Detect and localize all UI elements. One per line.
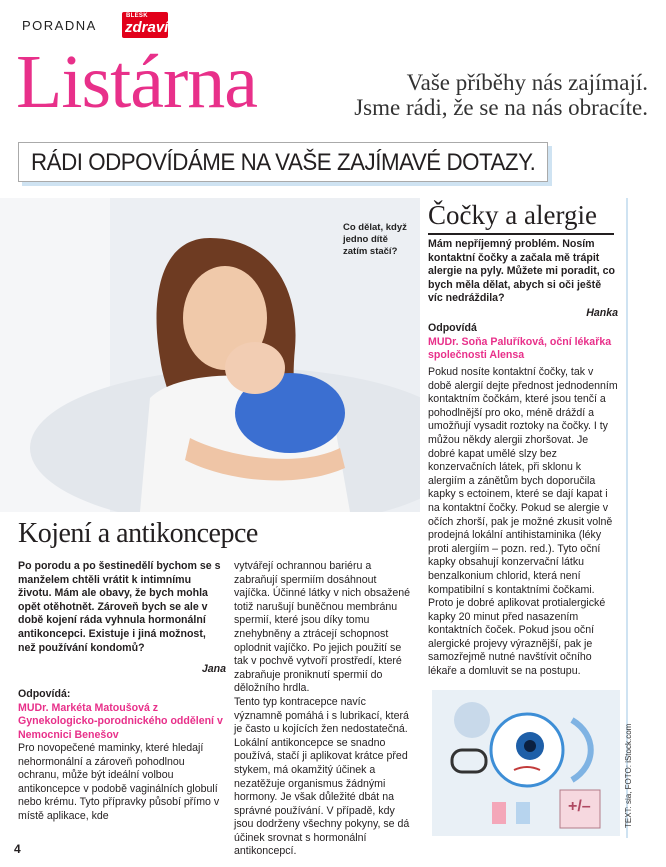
left-body-text-2: vytvářejí ochrannou bariéru a zabraňují spermiím dosáhnout vajíčka. Účinné látky v nich obsažené totiž narušují buněčnou membránu spermií, které jsou díky tomu znehybněny a ztrácejí schopnost oplodnit vajíčko. Po jejich použití se tak v pochvě vytvoří prostředí, které zabraňuje proniknutí spermií do děložního hrdla. — [234, 560, 411, 695]
left-answer-block — [18, 688, 226, 742]
blesk-zdravi-logo — [122, 12, 168, 38]
page-title: Listárna — [16, 40, 258, 124]
eye-character-icon — [432, 690, 620, 836]
left-body-column-2 — [234, 560, 414, 859]
left-body-text-3: Tento typ kontracepce navíc významně pomáhá i s lubrikací, která je často u kojících žen nedostatečná. Lokální antikoncepce se snadno používá, stačí ji aplikovat krátce před stykem, má okamžitý účinek a nezatěžuje organismus žádnými hormony. Je však důležité dbát na správné používání. V případě, kdy jsou dodrženy všechny pokyny, se dá účinek srovnat s hormonální antikoncepcí. — [234, 695, 410, 858]
left-signature: Jana — [201, 663, 226, 675]
right-answer-label: Odpovídá — [428, 322, 477, 334]
credit-block — [624, 700, 638, 828]
right-question: Mám nepříjemný problém. Nosím kontaktní čočky a začala mě trápit alergie na pyly. Můžete mi poradit, co bych měla dělat, abych si oči ještě víc nedráždila? — [428, 238, 616, 305]
logo-top-text: BLESK — [126, 13, 148, 19]
right-signature: Hanka — [586, 307, 618, 319]
subtitle-line-1: Vaše příběhy nás zajímají. — [406, 70, 648, 95]
right-doctor-name: MUDr. Soňa Paluříková, oční lékařka společnosti Alensa — [428, 335, 612, 362]
left-answer-label: Odpovídá: — [18, 688, 71, 700]
left-body-text-1: Pro novopečené maminky, které hledají nehormonální a zároveň pohodlnou ochranu, může být ideální volbou antikoncepce v podobě vaginálních globulí nebo krému. Tyto přípravky působí přímo v místě aplikace, kde — [18, 742, 220, 822]
left-doctor-name: MUDr. Markéta Matoušová z Gynekologicko-porodnického oddělení v Nemocnici Benešov — [18, 701, 223, 741]
left-question: Po porodu a po šestinedělí bychom se s manželem chtěli vrátit k intimnímu životu. Mám ale obavy, že bych mohla opět otěhotnět. Zároveň bych se ale v době kojení ráda vyhnula hormonální antikoncepci. Existuje i jiná možnost, než používání kondomů? — [18, 560, 221, 654]
right-body-text: Pokud nosíte kontaktní čočky, tak v době alergií dejte přednost jednodenním kontaktním čočkám, které jsou tenčí a pohodlnější pro oko, méně dráždí a umožňují vysadit roztoky na čočky. I ty můžou někdy alergii zhoršovat. Je dobré kapat umělé slzy bez konzervačních látek, při sklonu k alergiím a zánětům bych doporučila kapky s ectoinem, které se dají kapat i na kontaktní čočky. Pokud se alergie v očích zhorší, pak je možné zkusit volně prodejná lokální antihistaminika (léky proti alergiím – pozn. red.). Tyto oční kapky obsahují konzervační látku benzalkonium chlorid, která není kompatibilní s kontaktními čočkami. Proto je dobré aplikovat protialergické kapky 20 minut před nasazením kontaktních čoček. Pokud jsou oční alergické projevy výraznější, pak je samozřejmě nutné navštívit očního lékaře a domluvit se na postupu. — [428, 366, 618, 678]
plus-minus-sign: +/– — [568, 798, 591, 815]
eye-allergy-illustration — [432, 690, 620, 836]
headline-banner — [18, 142, 548, 182]
subtitle-line-2: Jsme rádi, že se na nás obracíte. — [354, 95, 648, 120]
page-number: 4 — [14, 842, 21, 856]
credit-text: TEXT: sia, FOTO: iStock.com — [624, 723, 633, 828]
section-label: PORADNA — [22, 18, 97, 33]
left-article-heading: Kojení a antikoncepce — [18, 518, 258, 549]
photo-caption: Co dělat, když jedno dítě zatím stačí? — [343, 222, 407, 257]
banner-text: RÁDI ODPOVÍDÁME NA VAŠE ZAJÍMAVÉ DOTAZY. — [31, 149, 536, 176]
page-subtitle — [354, 70, 648, 120]
heading-rule — [428, 233, 614, 235]
right-answer-block — [428, 322, 618, 363]
logo-main-text: zdraví — [125, 19, 169, 36]
right-article-heading: Čočky a alergie — [428, 200, 597, 230]
